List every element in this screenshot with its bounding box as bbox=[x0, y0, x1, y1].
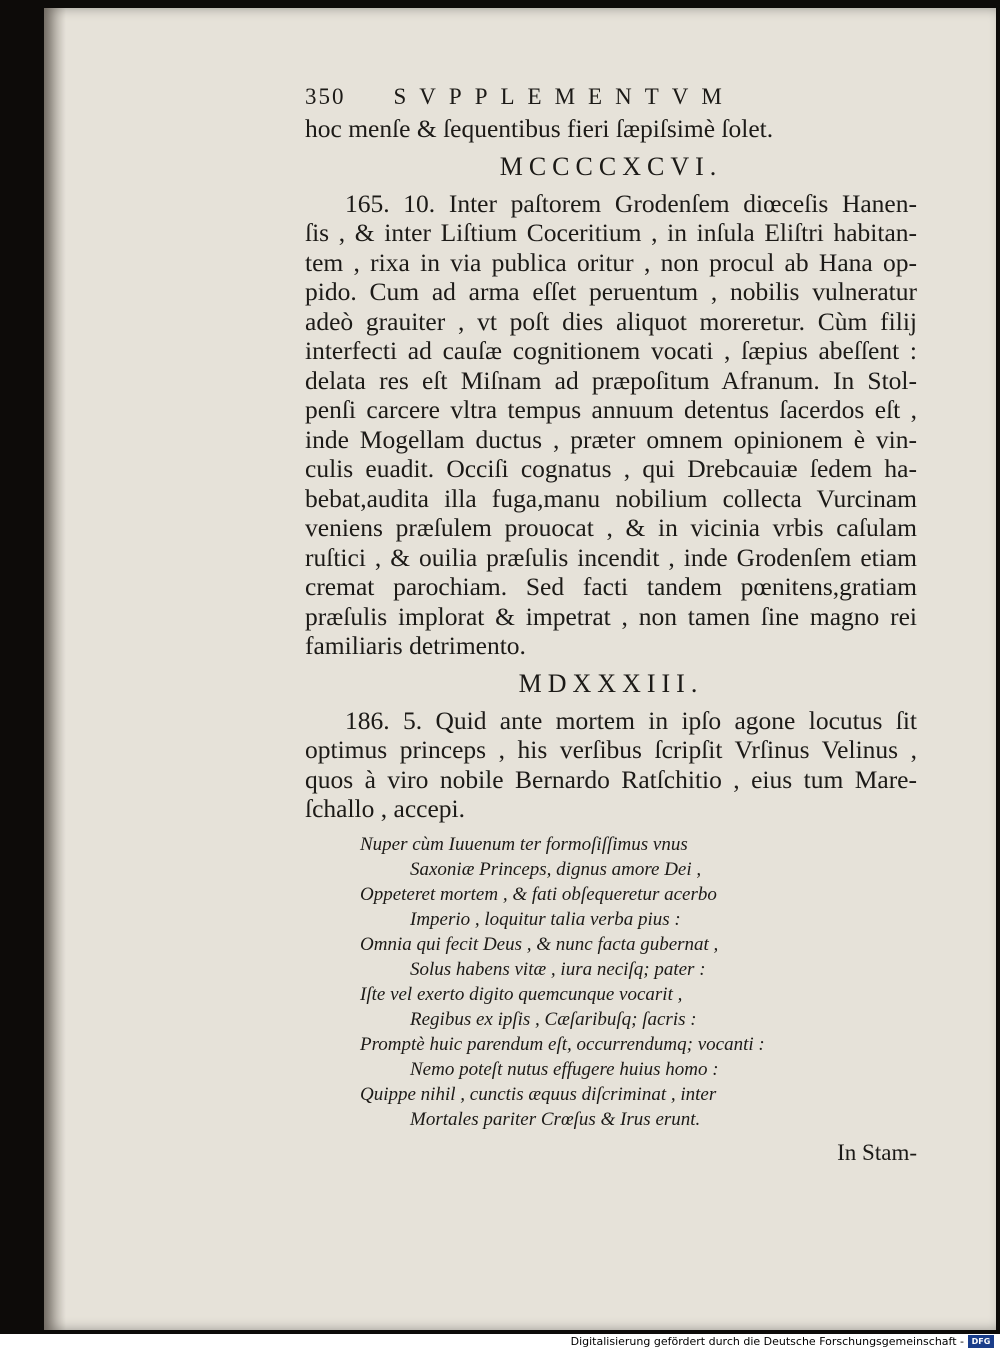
verse-line: Regibus ex ipſis , Cæſaribuſq; ſacris : bbox=[410, 1008, 697, 1030]
paragraph-line: quos à viro nobile Bernardo Ratſchitio , eius tum Mare- bbox=[305, 764, 917, 794]
section-paragraph-1533 bbox=[305, 706, 917, 824]
verse-line: Omnia qui fecit Deus , & nunc facta gubernat , bbox=[360, 933, 719, 955]
verse-line: Nemo poteſt nutus effugere huius homo : bbox=[410, 1058, 719, 1080]
verse-line: Quippe nihil , cunctis æquus diſcriminat , inter bbox=[360, 1083, 717, 1105]
intro-line: hoc menſe & ſequentibus fieri ſæpiſsimè ſolet. bbox=[305, 114, 774, 143]
verse-block bbox=[305, 832, 917, 1132]
section-heading-1533: MDXXXIII. bbox=[518, 668, 704, 698]
page-number: 350 bbox=[305, 84, 346, 109]
paragraph-line: 165. 10. Inter paſtorem Grodenſem diœceſis Hanen- bbox=[345, 188, 917, 218]
paragraph-line: bebat,audita illa fuga,manu nobilium collecta Vurcinam bbox=[305, 483, 917, 513]
paragraph-line: pido. Cum ad arma eſſet peruentum , nobilis vulneratur bbox=[305, 277, 917, 306]
section-paragraph-1496 bbox=[305, 189, 917, 661]
running-head bbox=[305, 84, 917, 114]
paragraph-line: veniens præſulem prouocat , & in vicinia vrbis caſulam bbox=[305, 513, 917, 542]
paragraph-line: familiaris detrimento. bbox=[305, 631, 526, 660]
paragraph-line: cremat parochiam. Sed facti tandem pœnitens,gratiam bbox=[305, 572, 917, 601]
verse-line: Promptè huic parendum eſt, occurrendumq; vocanti : bbox=[360, 1033, 765, 1055]
dfg-logo: DFG bbox=[968, 1335, 994, 1348]
paragraph-line: delata res eſt Miſnam ad præpoſitum Afranum. In Stol- bbox=[305, 365, 917, 395]
paragraph-line: adeò grauiter , vt poſt dies aliquot moreretur. Cùm filij bbox=[305, 306, 917, 336]
paragraph-line: culis euadit. Occiſi cognatus , qui Drebcauiæ ſedem ha- bbox=[305, 454, 917, 483]
paragraph-line: inde Mogellam ductus , præter omnem opinionem è vin- bbox=[305, 424, 917, 454]
section-heading-1496: MCCCCXCVI. bbox=[499, 151, 723, 181]
digitization-footer bbox=[0, 1334, 1000, 1351]
verse-line: Saxoniæ Princeps, dignus amore Dei , bbox=[410, 858, 702, 880]
paragraph-line: interfecti ad cauſæ cognitionem vocati , ſæpius abeſſent : bbox=[305, 336, 917, 365]
catchword: In Stam- bbox=[837, 1139, 917, 1165]
paragraph-line: ſchallo , accepi. bbox=[305, 794, 465, 823]
paragraph-line: penſi carcere vltra tempus annuum detentus ſacerdos eſt , bbox=[305, 395, 917, 424]
paragraph-line: præſulis implorat & impetrat , non tamen ſine magno rei bbox=[305, 601, 917, 631]
paragraph-line: ſis , & inter Liſtium Coceritium , in inſula Eliſtri habitan- bbox=[305, 218, 917, 247]
verse-line: Iſte vel exerto digito quemcunque vocarit , bbox=[360, 983, 683, 1005]
verse-line: Solus habens vitæ , iura neciſq; pater : bbox=[410, 958, 706, 980]
verse-line: Oppeteret mortem , & fati obſequeretur acerbo bbox=[360, 883, 717, 905]
verse-line: Imperio , loquitur talia verba pius : bbox=[410, 908, 681, 930]
paragraph-line: 186. 5. Quid ante mortem in ipſo agone locutus ſit bbox=[345, 705, 917, 735]
verse-line: Nuper cùm Iuuenum ter formoſiſſimus vnus bbox=[360, 833, 688, 855]
paragraph-line: tem , rixa in via publica oritur , non procul ab Hana op- bbox=[305, 247, 917, 277]
page-text-block bbox=[305, 84, 917, 1166]
verse-line: Mortales pariter Crœſus & Irus erunt. bbox=[410, 1108, 701, 1130]
paragraph-line: optimus princeps , his verſibus ſcripſit Vrſinus Velinus , bbox=[305, 735, 917, 764]
paragraph-line: ruſtici , & ouilia præſulis incendit , inde Grodenſem etiam bbox=[305, 542, 917, 572]
funding-credit: Digitalisierung gefördert durch die Deutsche Forschungsgemeinschaft - bbox=[570, 1335, 964, 1348]
running-title: SVPPLEMENTVM bbox=[393, 84, 735, 109]
